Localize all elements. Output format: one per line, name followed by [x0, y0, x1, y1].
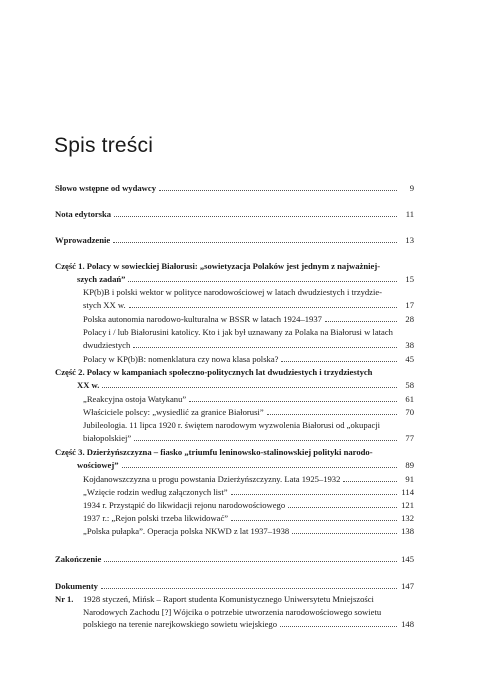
leader-dots: [128, 280, 397, 282]
toc-label: 1934 r. Przystąpić do likwidacji rejonu narodowościowego: [83, 500, 286, 510]
toc-page: 138: [401, 526, 414, 536]
toc-entry-part-2[interactable]: [55, 366, 414, 391]
toc-page: 89: [405, 459, 414, 470]
toc-entry-2a[interactable]: [83, 393, 414, 406]
toc-entry-3b[interactable]: [83, 486, 414, 499]
leader-dots: [159, 189, 397, 191]
toc-label-line3: polskiego na terenie narejkowskiego sowietu wiejskiego: [83, 619, 278, 630]
toc-page: 147: [401, 581, 414, 591]
toc-page: 77: [405, 432, 414, 443]
toc-entry-dokumenty[interactable]: [55, 580, 414, 593]
toc-label: Właściciele polscy: „wysiedlić za granice Białorusi”: [83, 407, 264, 417]
toc-label-line1: Polacy i / lub Białorusini katolicy. Kto i jak był uznawany za Polaka na Białorusi w latach: [83, 327, 393, 337]
toc-entry-3c[interactable]: [83, 499, 414, 512]
toc-entry-1a[interactable]: [83, 286, 414, 311]
toc-entry-part-3[interactable]: [55, 446, 414, 471]
toc-entry-wprowadzenie[interactable]: [55, 234, 414, 247]
toc-page: 61: [405, 394, 414, 404]
toc-entry-nota[interactable]: [55, 208, 414, 221]
toc-label: „Polska pułapka”. Operacja polska NKWD z lat 1937–1938: [83, 526, 290, 536]
leader-dots: [122, 466, 397, 468]
toc-label: Polacy w KP(b)B: nomenklatura czy nowa klasa polska?: [83, 354, 279, 364]
leader-dots: [267, 413, 397, 415]
toc-page: 28: [405, 314, 414, 324]
toc-page: 132: [401, 513, 414, 523]
toc-page: 145: [401, 554, 414, 564]
toc-page: 45: [405, 354, 414, 364]
toc-entry-document-1[interactable]: [55, 593, 414, 631]
toc-entry-1d[interactable]: [83, 353, 414, 366]
toc-label: Słowo wstępne od wydawcy: [55, 183, 156, 193]
toc-entry-1c[interactable]: [83, 326, 414, 351]
leader-dots: [189, 400, 397, 402]
leader-dots: [102, 386, 397, 388]
leader-dots: [325, 320, 397, 322]
toc-label-line1: Część 3. Dzierżyńszczyzna – fiasko „triumfu leninowsko-stalinowskiej polityki narodo-: [55, 447, 373, 457]
toc-label-line1: Część 2. Polacy w kampaniach społeczno-politycznych lat dwudziestych i trzydziestych: [55, 367, 373, 377]
toc-page: 121: [401, 500, 414, 510]
leader-dots: [129, 306, 397, 308]
toc-label: „Wzięcie rodzin według załączonych list”: [83, 487, 228, 497]
leader-dots: [292, 532, 397, 534]
toc-label: „Reakcyjna ostoja Watykanu”: [83, 394, 187, 404]
toc-entry-zakonczenie[interactable]: [55, 553, 414, 566]
toc-label: Dokumenty: [55, 581, 98, 591]
toc-label-line2: stych XX w.: [83, 299, 126, 310]
toc-page: 114: [401, 487, 414, 497]
toc-entry-1b[interactable]: [83, 313, 414, 326]
leader-dots: [231, 519, 397, 521]
toc-page: 9: [409, 183, 414, 193]
leader-dots: [104, 560, 397, 562]
toc-entry-slowo[interactable]: [55, 182, 414, 195]
leader-dots: [133, 346, 397, 348]
toc-page: 13: [405, 235, 414, 245]
leader-dots: [101, 587, 397, 589]
toc-page: 38: [405, 339, 414, 350]
leader-dots: [231, 493, 397, 495]
toc-label: Polska autonomia narodowo-kulturalna w BSSR w latach 1924–1937: [83, 314, 322, 324]
toc-page: 15: [405, 273, 414, 284]
toc-entry-3d[interactable]: [83, 512, 414, 525]
toc-label: Wprowadzenie: [55, 235, 111, 245]
toc-label-line2: Narodowych Zachodu [?] Wójcika o potrzebie utworzenia narodowościowego sowietu: [83, 606, 382, 617]
page-title: Spis treści: [54, 134, 154, 157]
leader-dots: [281, 360, 397, 362]
toc-page: 70: [405, 407, 414, 417]
leader-dots: [134, 439, 397, 441]
toc-entry-part-1[interactable]: [55, 260, 414, 285]
toc-label-line1: Jubileologia. 11 lipca 1920 r. świętem narodowym wyzwolenia Białorusi od „okupacji: [83, 420, 381, 430]
toc-label: Nota edytorska: [55, 209, 112, 219]
document-number: Nr 1.: [55, 594, 74, 604]
toc-label-line2: dwudziestych: [83, 339, 131, 350]
toc-page: 11: [405, 209, 414, 219]
toc-label-line2: białopolskiej”: [83, 432, 132, 443]
leader-dots: [343, 480, 397, 482]
toc-label-line1: 1928 styczeń, Mińsk – Raport studenta Komunistycznego Uniwersytetu Mniejszości: [83, 594, 374, 604]
toc-entry-3e[interactable]: [83, 525, 414, 538]
toc-label-line1: KP(b)B i polski wektor w polityce narodowościowej w latach dwudziestych i trzydzie-: [83, 287, 383, 297]
toc-label-line2: szych zadań”: [77, 273, 126, 284]
toc-page: 17: [405, 299, 414, 310]
toc-page: 91: [405, 474, 414, 484]
toc-entry-2b[interactable]: [83, 406, 414, 419]
document-description: [83, 593, 414, 631]
toc-label: Kojdanowszczyzna u progu powstania Dzierżyńszczyzny. Lata 1925–1932: [83, 474, 341, 484]
toc-entry-2c[interactable]: [83, 419, 414, 444]
leader-dots: [280, 625, 397, 627]
leader-dots: [288, 506, 397, 508]
toc-page: 148: [401, 619, 414, 630]
toc-label: 1937 r.: „Rejon polski trzeba likwidować”: [83, 513, 229, 523]
toc-label-line1: Część 1. Polacy w sowieckiej Białorusi: „sowietyzacja Polaków jest jednym z najważniej-: [55, 261, 381, 271]
toc-page: 58: [405, 379, 414, 390]
toc-label-line2: XX w.: [77, 379, 100, 390]
toc-label-line2: wościowej”: [77, 459, 119, 470]
leader-dots: [114, 215, 397, 217]
leader-dots: [113, 241, 397, 243]
toc-label: Zakończenie: [55, 554, 102, 564]
toc-entry-3a[interactable]: [83, 473, 414, 486]
